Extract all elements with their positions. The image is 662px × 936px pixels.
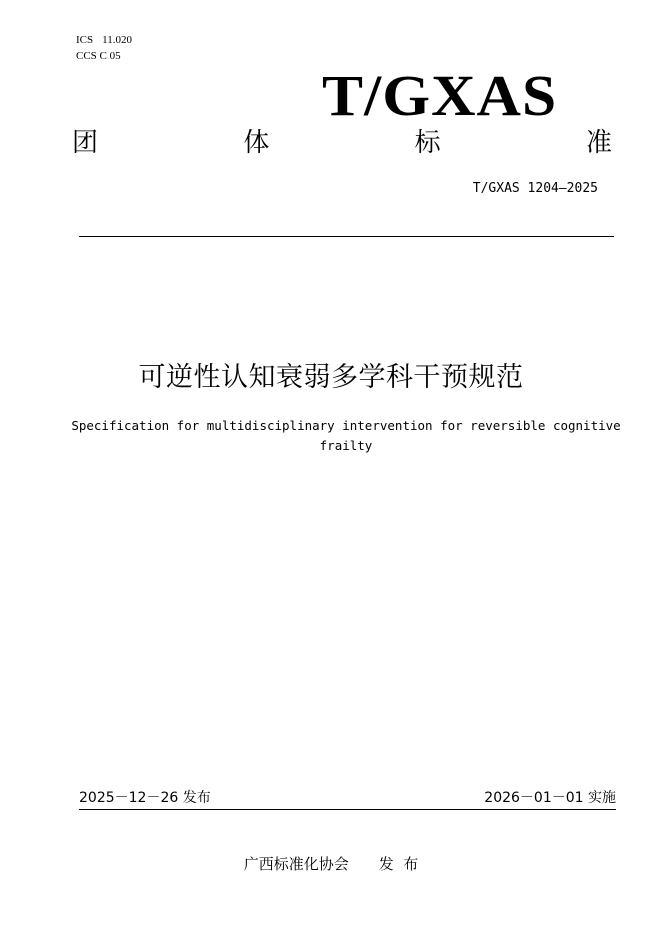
document-title-chinese: 可逆性认知衰弱多学科干预规范 <box>138 362 524 393</box>
ccs-label: CCS <box>76 50 97 62</box>
publisher-action: 发 布 <box>378 855 419 873</box>
category-char: 准 <box>585 128 612 158</box>
standard-logo: T/GXAS <box>322 63 558 128</box>
category-char: 体 <box>243 128 270 158</box>
publisher-line <box>0 853 662 875</box>
category-char: 标 <box>414 128 441 158</box>
ccs-line <box>76 48 132 64</box>
classification-codes <box>76 32 132 64</box>
standard-category <box>72 126 612 160</box>
ics-label: ICS <box>76 34 94 46</box>
ccs-code: C 05 <box>99 50 121 62</box>
ics-line <box>76 32 132 48</box>
standard-number: T/GXAS 1204—2025 <box>472 181 598 196</box>
document-title-english: Specification for multidisciplinary intervention for reversible cognitive frailty <box>71 418 621 453</box>
publish-date: 2025－12－26 发布 <box>79 790 211 806</box>
ics-code: 11.020 <box>102 34 132 46</box>
category-char: 团 <box>72 128 99 158</box>
footer-divider <box>79 809 616 810</box>
header-divider <box>79 236 614 237</box>
publisher-name: 广西标准化协会 <box>243 855 349 873</box>
implement-date: 2026－01－01 实施 <box>484 790 616 806</box>
